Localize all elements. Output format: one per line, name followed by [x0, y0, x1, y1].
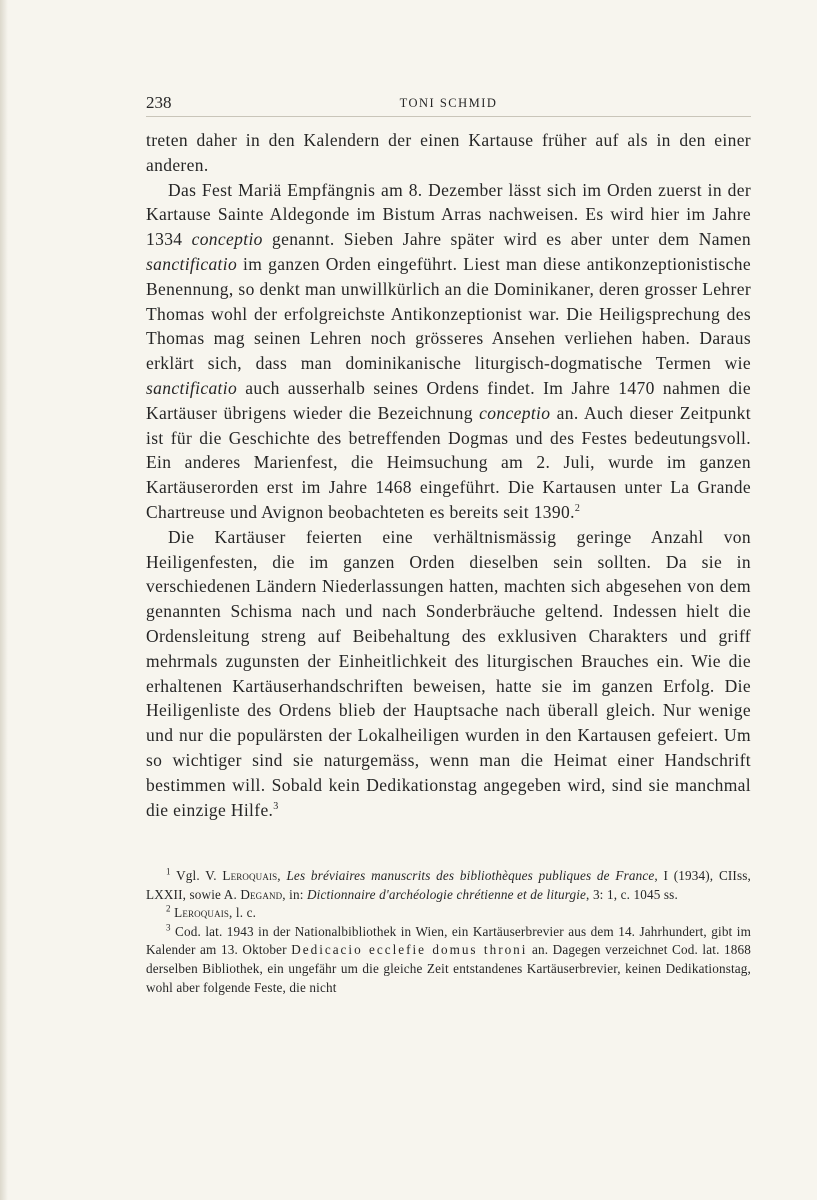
- footnote-ref-2: 2: [574, 503, 581, 515]
- footnote-3: $^3$ Cod. lat. 1943 in der Nationalbibliothek in Wien, ein Kartäuserbrevier aus dem 14. Jahrhundert, gibt im Kalender am 13. Oktober Dedicacio ecclefie domus throni an. Dagegen verzeichnet Cod. lat. 1868 derselben Bibliothek, ein ungefähr um die gleiche Zeit entstandenes Kartäuserbrevier, keinen Dedikationstag, wohl aber folgende Feste, die nicht: [146, 922, 752, 995]
- paragraph-2: Das Fest Mariä Empfängnis am 8. Dezember lässt sich im Orden zuerst in der Kartause Sainte Aldegonde im Bistum Arras nachweisen. Es wird hier im Jahre 1334 conceptio genannt. Sieben Jahre später wird es aber unter dem Namen sanctificatio im ganzen Orden eingeführt. Liest man diese antikonzeptionistische Benennung, so denkt man unwillkürlich an die Dominikaner, deren grosser Lehrer Thomas wohl der erfolgreichste Antikonzeptionist war. Die Heiligsprechung des Thomas mag seinen Lehren noch grösseres Ansehen verliehen haben. Daraus erklärt sich, dass man dominikanische liturgisch-dogmatische Termen wie sanctificatio auch ausserhalb seines Ordens findet. Im Jahre 1470 nahmen die Kartäuser übrigens wieder die Bezeichnung conceptio an. Auch dieser Zeitpunkt ist für die Geschichte des betreffenden Dogmas und des Festes bedeutungsvoll. Ein anderes Marienfest, die Heimsuchung am 2. Juli, wurde im ganzen Kartäuserorden erst im Jahre 1468 eingeführt. Die Kartausen unter La Grande Chartreuse und Avignon beobachteten es bereits seit 1390.$^2$: [146, 179, 752, 522]
- page-number: 238: [146, 93, 172, 112]
- header-rule: [146, 116, 751, 117]
- paragraph-1: treten daher in den Kalendern der einen Kartause früher auf als in den einer anderen.: [146, 130, 751, 175]
- paragraph-3: Die Kartäuser feierten eine verhältnismässig geringe Anzahl von Heiligenfesten, die im ganzen Orden dieselben sein sollten. Da sie in verschiedenen Ländern Niederlassungen hatten, machten sich abgesehen von dem genannten Schisma nach und nach Sonderbräuche geltend. Indessen hielt die Ordensleitung streng auf Beibehaltung des exklusiven Charakters und griff mehrmals zugunsten der Einheitlichkeit des liturgischen Brauches ein. Wie die erhaltenen Kartäuserhandschriften beweisen, hatte sie im ganzen Erfolg. Die Heiligenliste des Ordens blieb der Hauptsache nach überall gleich. Nur wenige und nur die populärsten der Lokalheiligen wurden in den Kartausen gefeiert. Um so wichtiger sind sie naturgemäss, wenn man die Heimat einer Handschrift bestimmen will. Sobald kein Dedikationstag angegeben wird, sind sie manchmal die einzige Hilfe.$^3$: [146, 526, 751, 820]
- footnote-1: $^1$ Vgl. V. Leroquais, Les bréviaires manuscrits des bibliothèques publiques de France, I (1934), CIIss, LXXII, sowie A. Degand, in: Dictionnaire d'archéologie chrétienne et de liturgie, 3: 1, c. 1045 ss.: [146, 866, 751, 902]
- page-edge-shadow: [0, 0, 8, 1200]
- page-header: [146, 93, 751, 117]
- body-text: [146, 128, 751, 822]
- footnote-2: $^2$ Leroquais, l. c.: [166, 903, 257, 921]
- footnote-ref-3: 3: [273, 800, 279, 812]
- running-head: TONI SCHMID: [399, 96, 498, 110]
- footnotes: [146, 867, 751, 997]
